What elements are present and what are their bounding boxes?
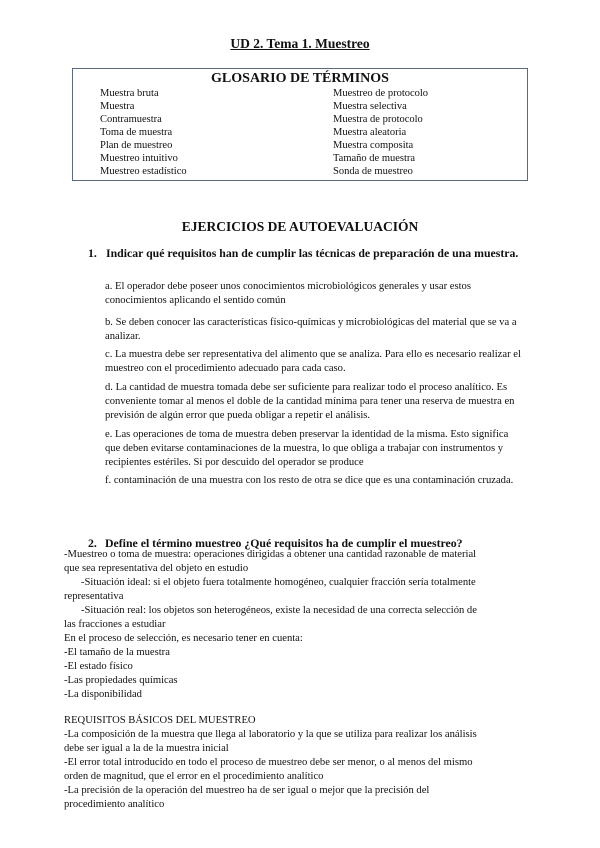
requirement-line: procedimiento analítico — [64, 799, 165, 810]
list-item: -Las propiedades químicas — [64, 675, 178, 686]
glossary-term: Muestreo estadístico — [100, 166, 187, 177]
glossary-term: Plan de muestreo — [100, 140, 173, 151]
glossary-term: Muestreo de protocolo — [333, 88, 429, 99]
section-title: EJERCICIOS DE AUTOEVALUACIÓN — [181, 219, 419, 234]
question-1 — [88, 246, 528, 260]
glossary-term: Toma de muestra — [100, 127, 173, 138]
real-situation-line: las fracciones a estudiar — [64, 619, 166, 630]
answer-b: b. Se deben conocer las características físico-químicas y microbiológicas del material que se va a analizar. — [105, 317, 517, 342]
definition-line: -Muestreo o toma de muestra: operaciones dirigidas a obtener una cantidad razonable de material — [64, 549, 477, 560]
answer-d: d. La cantidad de muestra tomada debe ser suficiente para realizar todo el proceso analítico. Es conveniente tomar al menos el doble de la cantidad mínima para tener una reserva de muestra en previsión de algún error que pueda obligar a repetir el análisis. — [105, 382, 515, 421]
list-item: -El tamaño de la muestra — [64, 647, 170, 658]
ideal-situation-line: -Situación ideal: si el objeto fuera totalmente homogéneo, cualquier fracción sería totalmente — [81, 577, 476, 588]
requirement-line: -La composición de la muestra que llega al laboratorio y la que se utiliza para realizar los análisis — [64, 729, 477, 740]
process-intro: En el proceso de selección, es necesario tener en cuenta: — [64, 633, 303, 644]
glossary-box — [72, 68, 528, 181]
answer-e: e. Las operaciones de toma de muestra deben preservar la identidad de la misma. Esto significa que deben evitarse contaminaciones de la muestra, lo que obliga a trabajar con instrumentos y recipientes estériles. Si por descuido del operador se produce — [105, 429, 509, 468]
answer-c: c. La muestra debe ser representativa del alimento que se analiza. Para ello es necesario realizar el muestreo con el procedimiento adecuado para cada caso. — [105, 349, 521, 374]
glossary-right-column — [333, 87, 428, 178]
glossary-term: Muestra — [100, 101, 135, 112]
glossary-left-column — [100, 87, 187, 178]
glossary-term: Muestra selectiva — [333, 101, 407, 112]
requirement-line: -El error total introducido en todo el proceso de muestreo debe ser menor, o al menos del mismo — [64, 757, 473, 768]
question-2-body — [64, 548, 540, 702]
requirement-line: debe ser igual a la de la muestra inicial — [64, 743, 229, 754]
requirement-line: -La precisión de la operación del muestreo ha de ser igual o mejor que la precisión del — [64, 785, 430, 796]
glossary-term: Tamaño de muestra — [333, 153, 416, 164]
answer-a: a. El operador debe poseer unos conocimientos microbiológicos generales y usar estos conocimientos aplicando el sentido común — [105, 281, 471, 306]
list-item: -La disponibilidad — [64, 689, 142, 700]
glossary-term: Sonda de muestreo — [333, 166, 413, 177]
glossary-term: Muestreo intuitivo — [100, 153, 178, 164]
document-title: UD 2. Tema 1. Muestreo — [230, 36, 370, 51]
list-item: -El estado físico — [64, 661, 133, 672]
answer-f: f. contaminación de una muestra con los resto de otra se dice que es una contaminación cruzada. — [105, 475, 514, 486]
glossary-term: Muestra composita — [333, 140, 414, 151]
glossary-term: Muestra de protocolo — [333, 114, 423, 125]
requirements-block — [64, 714, 540, 812]
ideal-situation-line: representativa — [64, 591, 124, 602]
definition-line: que sea representativa del objeto en estudio — [64, 563, 249, 574]
glossary-term: Muestra bruta — [100, 88, 159, 99]
glossary-title: GLOSARIO DE TÉRMINOS — [211, 71, 389, 86]
glossary-term: Contramuestra — [100, 114, 162, 125]
question-text: Indicar qué requisitos han de cumplir las técnicas de preparación de una muestra. — [106, 246, 519, 260]
question-text: Define el término muestreo ¿Qué requisitos ha de cumplir el muestreo? — [105, 536, 463, 550]
requirements-title: REQUISITOS BÁSICOS DEL MUESTREO — [64, 715, 256, 726]
glossary-term: Muestra aleatoria — [333, 127, 407, 138]
question-number: 2. — [88, 536, 97, 550]
requirement-line: orden de magnitud, que el error en el procedimiento analítico — [64, 771, 324, 782]
real-situation-line: -Situación real: los objetos son heterogéneos, existe la necesidad de una correcta selección de — [81, 605, 477, 616]
question-number: 1. — [88, 246, 97, 260]
